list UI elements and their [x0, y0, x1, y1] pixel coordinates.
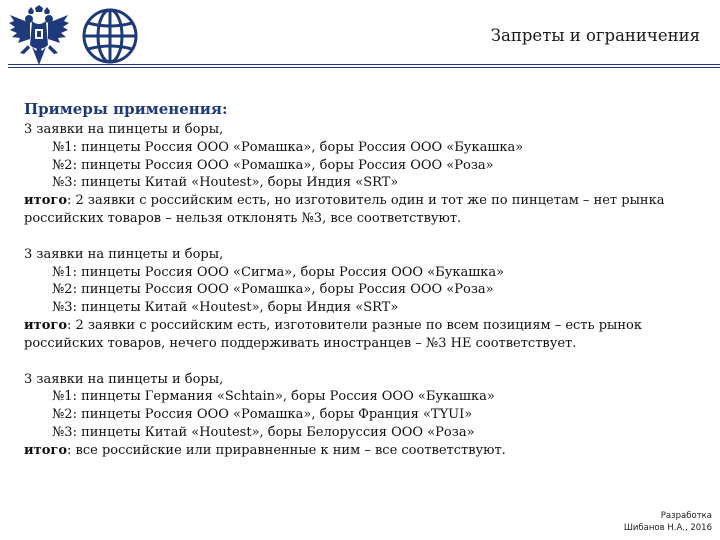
result-label: итого: [24, 317, 68, 333]
example-block-2: [24, 246, 714, 353]
spacer: [24, 228, 714, 246]
bid-item: №1: пинцеты Россия ООО «Ромашка», боры Россия ООО «Букашка»: [52, 139, 524, 155]
bid-item: №3: пинцеты Китай «Houtest», боры Индия «SRT»: [52, 175, 399, 191]
bid-item: №2: пинцеты Россия ООО «Ромашка», боры Россия ООО «Роза»: [52, 157, 494, 173]
result-text: : все российские или приравненные к ним – все соответствуют.: [67, 442, 506, 458]
example-block-3: [24, 371, 714, 460]
bid-item: №3: пинцеты Китай «Houtest», боры Белоруссия ООО «Роза»: [52, 424, 475, 440]
result-text: : 2 заявки с российским есть, но изготовитель один и тот же по пинцетам – нет рынка российских товаров – нельзя отклонять №3, все соответствуют.: [24, 193, 665, 226]
block-intro: 3 заявки на пинцеты и боры,: [24, 122, 224, 137]
block-intro: 3 заявки на пинцеты и боры,: [24, 371, 224, 387]
coat-of-arms-icon: [8, 5, 70, 71]
bid-item: №2: пинцеты Россия ООО «Ромашка», боры Франция «TYUI»: [52, 407, 473, 423]
example-block-1: [24, 121, 714, 228]
bid-item: №1: пинцеты Россия ООО «Сигма», боры Россия ООО «Букашка»: [52, 264, 505, 280]
block-result: [24, 192, 714, 228]
page-title: Запреты и ограничения: [490, 26, 700, 45]
bid-item: №2: пинцеты Россия ООО «Ромашка», боры Россия ООО «Роза»: [52, 282, 494, 298]
block-intro: 3 заявки на пинцеты и боры,: [24, 246, 224, 262]
result-text: : 2 заявки с российским есть, изготовители разные по всем позициям – есть рынок российских товаров, нечего поддерживать иностранцев – №3 НЕ соответствует.: [24, 317, 642, 351]
spacer: [24, 353, 714, 371]
main-content: [24, 100, 714, 460]
footer-line-2: Шибанов Н.А., 2016: [623, 523, 712, 533]
section-heading: Примеры применения:: [24, 100, 228, 118]
footer-line-1: Разработка: [660, 511, 712, 521]
block-result: [24, 442, 714, 460]
bid-item: №1: пинцеты Германия «Schtain», боры Россия ООО «Букашка»: [52, 389, 495, 405]
footer-credit: [624, 510, 712, 534]
block-result: [24, 317, 714, 353]
result-label: итого: [24, 442, 68, 458]
result-label: итого: [24, 193, 68, 209]
header-divider: [8, 64, 720, 65]
bid-item: №3: пинцеты Китай «Houtest», боры Индия «SRT»: [52, 300, 399, 316]
header-divider-secondary: [8, 67, 720, 68]
globe-icon: [80, 6, 140, 66]
